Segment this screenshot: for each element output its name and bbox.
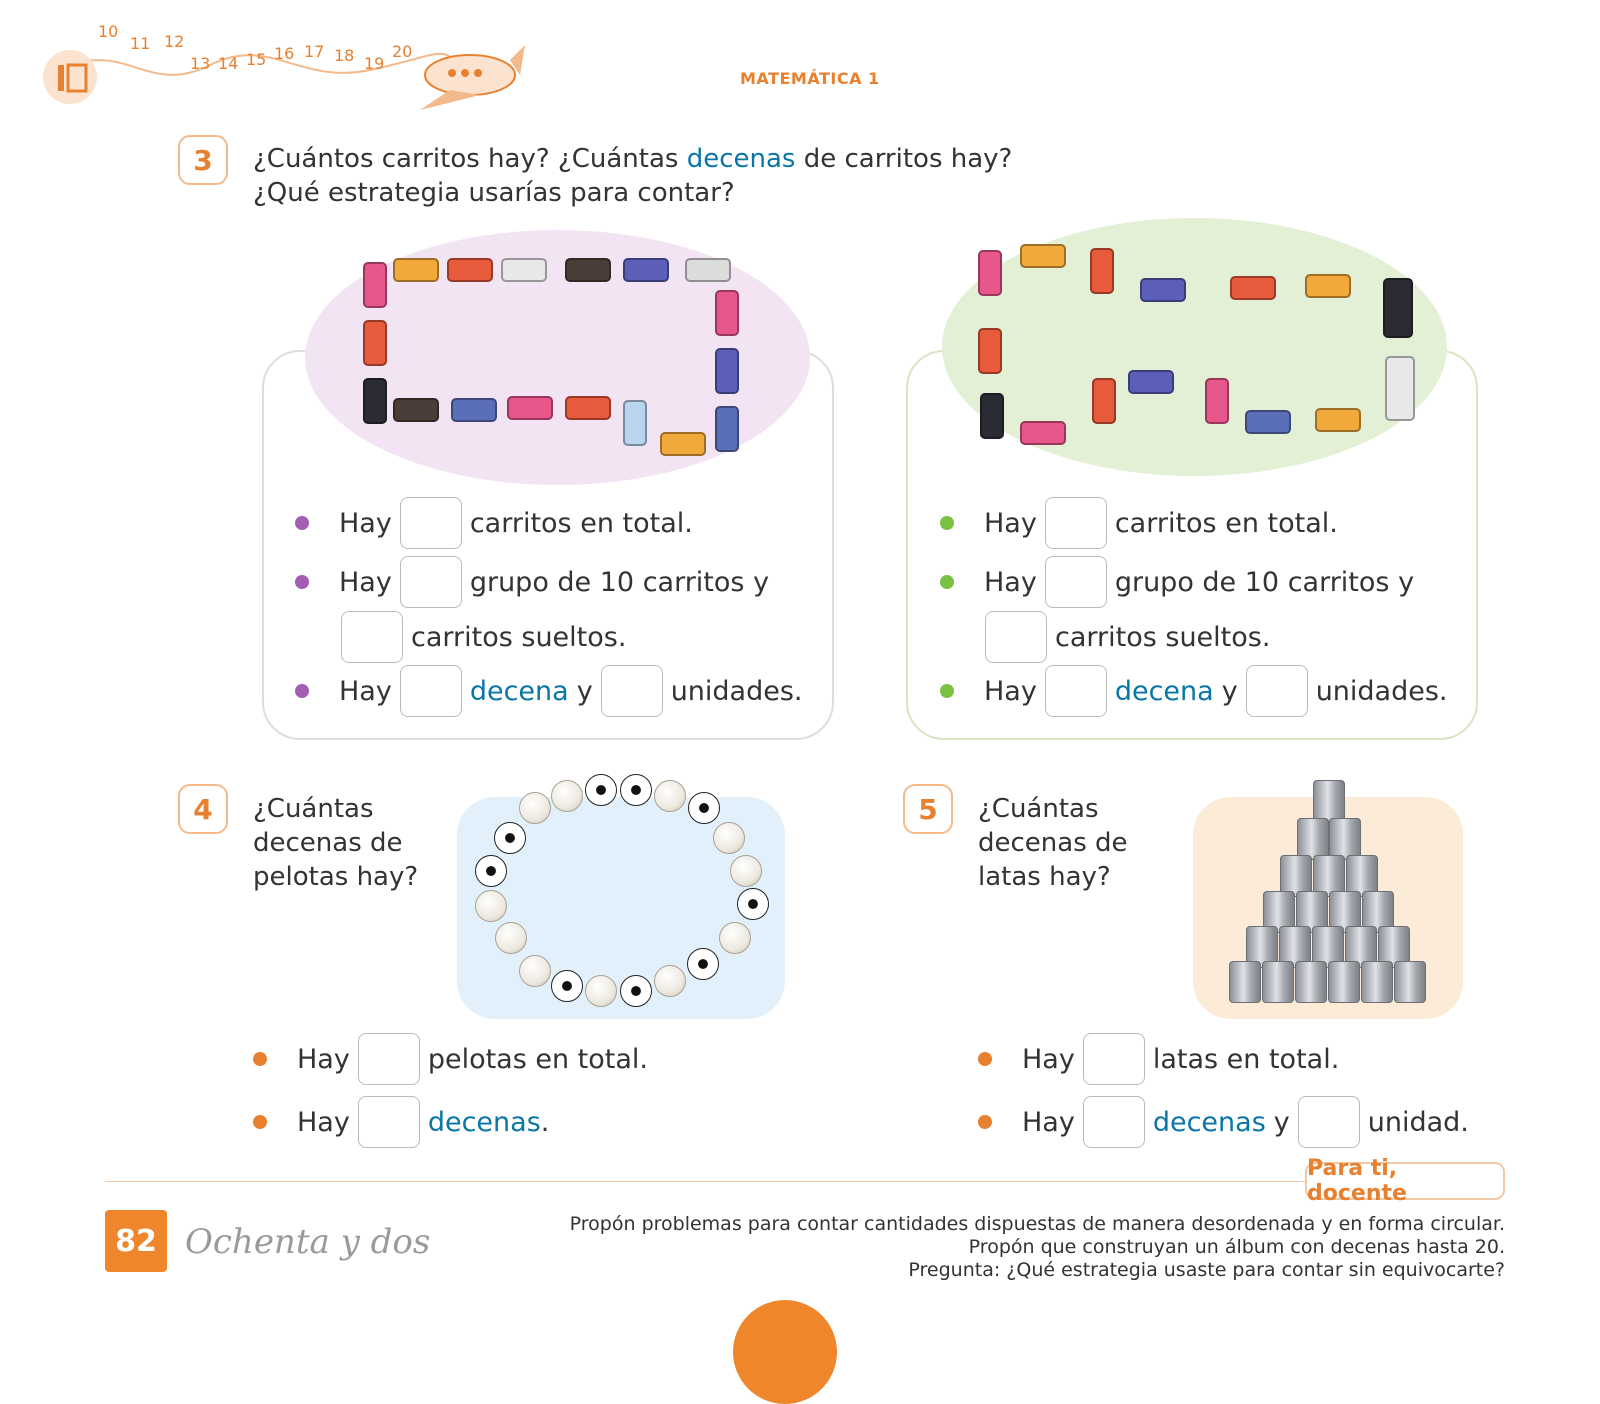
exercise-5-badge: 5	[903, 784, 953, 834]
volleyball	[730, 855, 762, 887]
exercise-5-line-2: Hay decenas y unidad.	[978, 1096, 1469, 1148]
answer-box-unidades[interactable]	[601, 665, 663, 717]
can	[1297, 818, 1329, 860]
page-number-words: Ochenta y dos	[185, 1222, 431, 1262]
car	[1383, 278, 1413, 338]
car	[1205, 378, 1229, 424]
car	[363, 320, 387, 366]
strip-number: 11	[130, 34, 151, 53]
soccer-ball	[475, 855, 507, 887]
soccer-ball	[687, 948, 719, 980]
right-line-1: Hay carritos en total.	[940, 497, 1338, 549]
right-cars-illustration	[970, 238, 1420, 458]
can	[1295, 961, 1327, 1003]
strip-number: 17	[304, 42, 325, 61]
volleyball	[551, 780, 583, 812]
soccer-ball	[620, 774, 652, 806]
car	[1230, 276, 1276, 300]
decenas-keyword: decenas	[686, 144, 796, 174]
car	[715, 290, 739, 336]
volleyball	[475, 890, 507, 922]
car	[1245, 410, 1291, 434]
strip-number: 10	[98, 22, 119, 41]
soccer-ball	[551, 970, 583, 1002]
car	[363, 378, 387, 424]
bottom-tab-decoration	[733, 1300, 837, 1404]
car	[1305, 274, 1351, 298]
volleyball	[519, 955, 551, 987]
exercise-4-question: ¿Cuántas decenas de pelotas hay?	[253, 794, 419, 892]
volleyball	[654, 780, 686, 812]
car	[623, 400, 647, 446]
volleyball	[495, 922, 527, 954]
soccer-ball	[585, 774, 617, 806]
volleyball	[713, 822, 745, 854]
soccer-ball	[620, 975, 652, 1007]
strip-number: 16	[274, 44, 295, 63]
exercise-4-line-2: Hay decenas .	[253, 1096, 549, 1148]
bullet-dot	[940, 516, 954, 530]
strip-number: 13	[190, 54, 211, 73]
bullet-dot	[295, 575, 309, 589]
exercise-3-question-line1: ¿Cuántos carritos hay? ¿Cuántas decenas de carritos hay?	[253, 144, 1013, 174]
car	[1090, 248, 1114, 294]
car	[501, 258, 547, 282]
book-title: MATEMÁTICA 1	[740, 69, 880, 88]
answer-box-unidades[interactable]	[1246, 665, 1308, 717]
left-line-4: Hay decena y unidades.	[295, 665, 803, 717]
cans-pyramid-illustration	[1225, 780, 1435, 1005]
bullet-dot	[253, 1115, 267, 1129]
answer-box-total-balls[interactable]	[358, 1033, 420, 1085]
answer-box-total-cans[interactable]	[1083, 1033, 1145, 1085]
right-line-4: Hay decena y unidades.	[940, 665, 1448, 717]
volleyball	[519, 792, 551, 824]
bullet-dot	[940, 575, 954, 589]
answer-box-decena[interactable]	[400, 665, 462, 717]
car	[660, 432, 706, 456]
car	[978, 328, 1002, 374]
exercise-3-question	[253, 142, 1012, 210]
exercise-3-question-line2: ¿Qué estrategia usarías para contar?	[253, 178, 735, 208]
left-line-2: Hay grupo de 10 carritos y	[295, 556, 769, 608]
soccer-ball	[494, 822, 526, 854]
car	[507, 396, 553, 420]
car	[447, 258, 493, 282]
answer-box-loose[interactable]	[341, 611, 403, 663]
exercise-3-badge: 3	[178, 135, 228, 185]
teacher-note: Propón problemas para contar cantidades dispuestas de manera desordenada y en forma circular. Propón que construyan un álbum con decenas hasta 20. Pregunta: ¿Qué estrategia usaste para contar sin equivocarte?	[569, 1213, 1505, 1281]
strip-number: 18	[334, 46, 355, 65]
can	[1329, 818, 1361, 860]
car	[1140, 278, 1186, 302]
car	[623, 258, 669, 282]
strip-number: 20	[392, 42, 413, 61]
answer-box-total[interactable]	[400, 497, 462, 549]
bullet-dot	[978, 1115, 992, 1129]
soccer-ball	[737, 888, 769, 920]
strip-number: 12	[164, 32, 185, 51]
answer-box-decenas[interactable]	[358, 1096, 420, 1148]
number-strip	[98, 20, 428, 80]
car	[685, 258, 731, 282]
teacher-tag: Para ti, docente	[1305, 1162, 1505, 1200]
volleyball	[654, 965, 686, 997]
car	[978, 250, 1002, 296]
left-line-3: carritos sueltos.	[333, 611, 626, 663]
bullet-dot	[295, 684, 309, 698]
can	[1328, 961, 1360, 1003]
can	[1262, 961, 1294, 1003]
car	[1020, 421, 1066, 445]
car	[451, 398, 497, 422]
volleyball	[585, 975, 617, 1007]
exercise-4-badge: 4	[178, 784, 228, 834]
car	[1315, 408, 1361, 432]
bullet-dot	[295, 516, 309, 530]
car	[715, 406, 739, 452]
can	[1229, 961, 1261, 1003]
answer-box-decena[interactable]	[1045, 665, 1107, 717]
answer-box-groups[interactable]	[1045, 556, 1107, 608]
car	[1092, 378, 1116, 424]
car	[565, 396, 611, 420]
volleyball	[719, 922, 751, 954]
answer-box-loose[interactable]	[985, 611, 1047, 663]
answer-box-total[interactable]	[1045, 497, 1107, 549]
strip-number: 15	[246, 50, 267, 69]
right-line-3: carritos sueltos.	[977, 611, 1270, 663]
bullet-dot	[940, 684, 954, 698]
left-line-1: Hay carritos en total.	[295, 497, 693, 549]
car	[565, 258, 611, 282]
exercise-4-line-1: Hay pelotas en total.	[253, 1033, 648, 1085]
can	[1313, 780, 1345, 822]
car	[980, 393, 1004, 439]
car	[393, 258, 439, 282]
car	[1385, 356, 1415, 421]
can	[1361, 961, 1393, 1003]
strip-number: 14	[218, 54, 239, 73]
right-line-2: Hay grupo de 10 carritos y	[940, 556, 1414, 608]
balls-circle-illustration	[457, 770, 785, 1020]
can	[1394, 961, 1426, 1003]
car	[715, 348, 739, 394]
exercise-5-line-1: Hay latas en total.	[978, 1033, 1339, 1085]
bullet-dot	[978, 1052, 992, 1066]
car	[393, 398, 439, 422]
strip-number: 19	[364, 54, 385, 73]
soccer-ball	[688, 792, 720, 824]
car	[1128, 370, 1174, 394]
page-number: 82	[105, 1210, 167, 1272]
car	[1020, 244, 1066, 268]
answer-box-unidad[interactable]	[1298, 1096, 1360, 1148]
car	[363, 262, 387, 308]
answer-box-decenas[interactable]	[1083, 1096, 1145, 1148]
answer-box-groups[interactable]	[400, 556, 462, 608]
exercise-5-question: ¿Cuántas decenas de latas hay?	[978, 794, 1128, 892]
bullet-dot	[253, 1052, 267, 1066]
left-cars-illustration	[355, 250, 755, 465]
footer-divider	[105, 1181, 1505, 1182]
